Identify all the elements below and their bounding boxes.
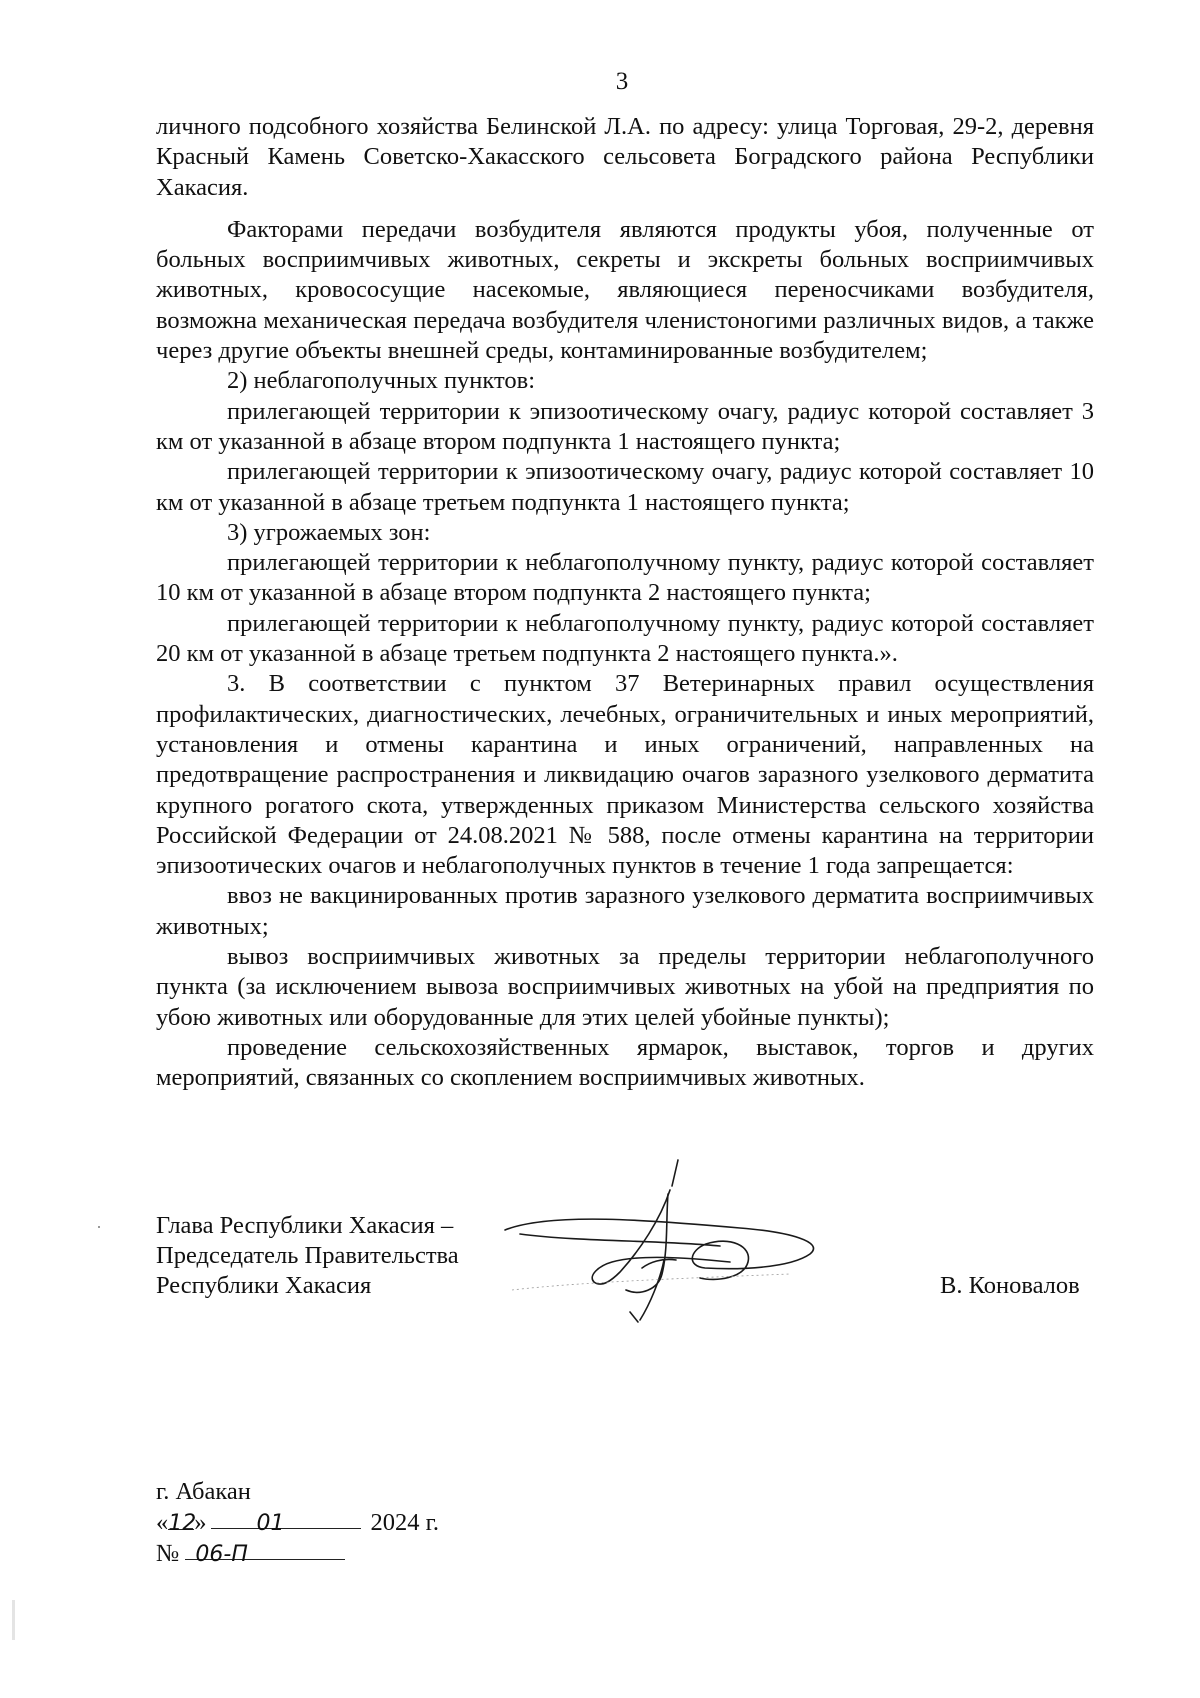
paragraph-import-ban: ввоз не вакцинированных против заразного узелкового дерматита восприимчивых животных;: [156, 882, 1094, 940]
paragraph-radius-3km: прилегающей территории к эпизоотическому очагу, радиус которой составляет 3 км от указанной в абзаце втором подпункта 1 настоящего пункта;: [156, 397, 1094, 455]
date-line: [156, 1507, 439, 1538]
scan-speck: [12, 1600, 15, 1640]
place-and-date: [156, 1476, 439, 1569]
document-body: [156, 112, 1094, 1094]
date-open-quote: «: [156, 1509, 169, 1536]
signatory-title-line: Республики Хакасия: [156, 1272, 372, 1299]
paragraph-address: личного подсобного хозяйства Белинской Л.А. по адресу: улица Торговая, 29-2, деревня Красный Камень Советско-Хакасского сельсовета Боградского района Республики Хакасия.: [156, 113, 1094, 201]
paragraph-fairs-ban: проведение сельскохозяйственных ярмарок, выставок, торгов и других мероприятий, связанных со скоплением восприимчивых животных.: [156, 1033, 1094, 1092]
date-year: 2024 г.: [370, 1509, 440, 1536]
paragraph-item-3: 3. В соответствии с пунктом 37 Ветеринарных правил осуществления профилактических, диагностических, лечебных, ограничительных и иных мероприятий, установления и отмены карантина и иных ограничений, направленных на предотвращение распространения и ликвидацию очагов заразного узелкового дерматита крупного рогатого скота, утвержденных приказом Министерства сельского хозяйства Российской Федерации от 24.08.2021 № 588, после отмены карантина на территории эпизоотических очагов и неблагополучных пунктов в течение 1 года запрещается:: [156, 670, 1094, 880]
date-close-quote: »: [194, 1509, 207, 1536]
paragraph-transmission-factors: Факторами передачи возбудителя являются продукты убоя, полученные от больных восприимчивых животных, секреты и экскреты больных восприимчивых животных, кровососущие насекомые, являющиеся переносчиками возбудителя, возможна механическая передача возбудителя членистоногими различных видов, а также через другие объекты внешней среды, контаминированные возбудителем;: [156, 215, 1094, 365]
date-day-field: [168, 1507, 197, 1536]
scan-speck: [98, 1226, 100, 1228]
date-day: 12: [168, 1511, 197, 1536]
date-month: 01: [256, 1511, 285, 1536]
paragraph-threat-radius-20km: прилегающей территории к неблагополучному пункту, радиус которой составляет 20 км от указанной в абзаце третьем подпункта 2 настоящего пункта.».: [156, 609, 1094, 668]
number-sign: №: [156, 1540, 180, 1567]
paragraph-subitem-3: 3) угрожаемых зон:: [227, 518, 431, 546]
signatory-title-line: Председатель Правительства: [156, 1242, 459, 1269]
city-line: [156, 1476, 439, 1507]
paragraph-radius-10km: прилегающей территории к эпизоотическому очагу, радиус которой составляет 10 км от указанной в абзаце третьем подпункта 1 настоящего пункта;: [156, 458, 1094, 516]
signatory-title: [156, 1211, 459, 1301]
document-number: 06-П: [195, 1542, 248, 1567]
signatory-name: В. Коновалов: [940, 1272, 1080, 1299]
paragraph-subitem-2: 2) неблагополучных пунктов:: [227, 367, 536, 395]
date-month-field: [211, 1507, 361, 1536]
paragraph-export-ban: вывоз восприимчивых животных за пределы территории неблагополучного пункта (за исключением вывоза восприимчивых животных на убой на предприятия по убою животных или оборудованные для этих целей убойные пункты);: [156, 943, 1094, 1031]
handwritten-signature: [490, 1150, 850, 1330]
number-line: [156, 1538, 439, 1569]
city-name: г. Абакан: [156, 1478, 251, 1505]
signatory-title-line: Глава Республики Хакасия –: [156, 1212, 454, 1239]
paragraph-threat-radius-10km: прилегающей территории к неблагополучному пункту, радиус которой составляет 10 км от указанной в абзаце втором подпункта 2 настоящего пункта;: [156, 549, 1094, 607]
page-number: 3: [615, 68, 629, 95]
document-number-field: [185, 1538, 345, 1567]
